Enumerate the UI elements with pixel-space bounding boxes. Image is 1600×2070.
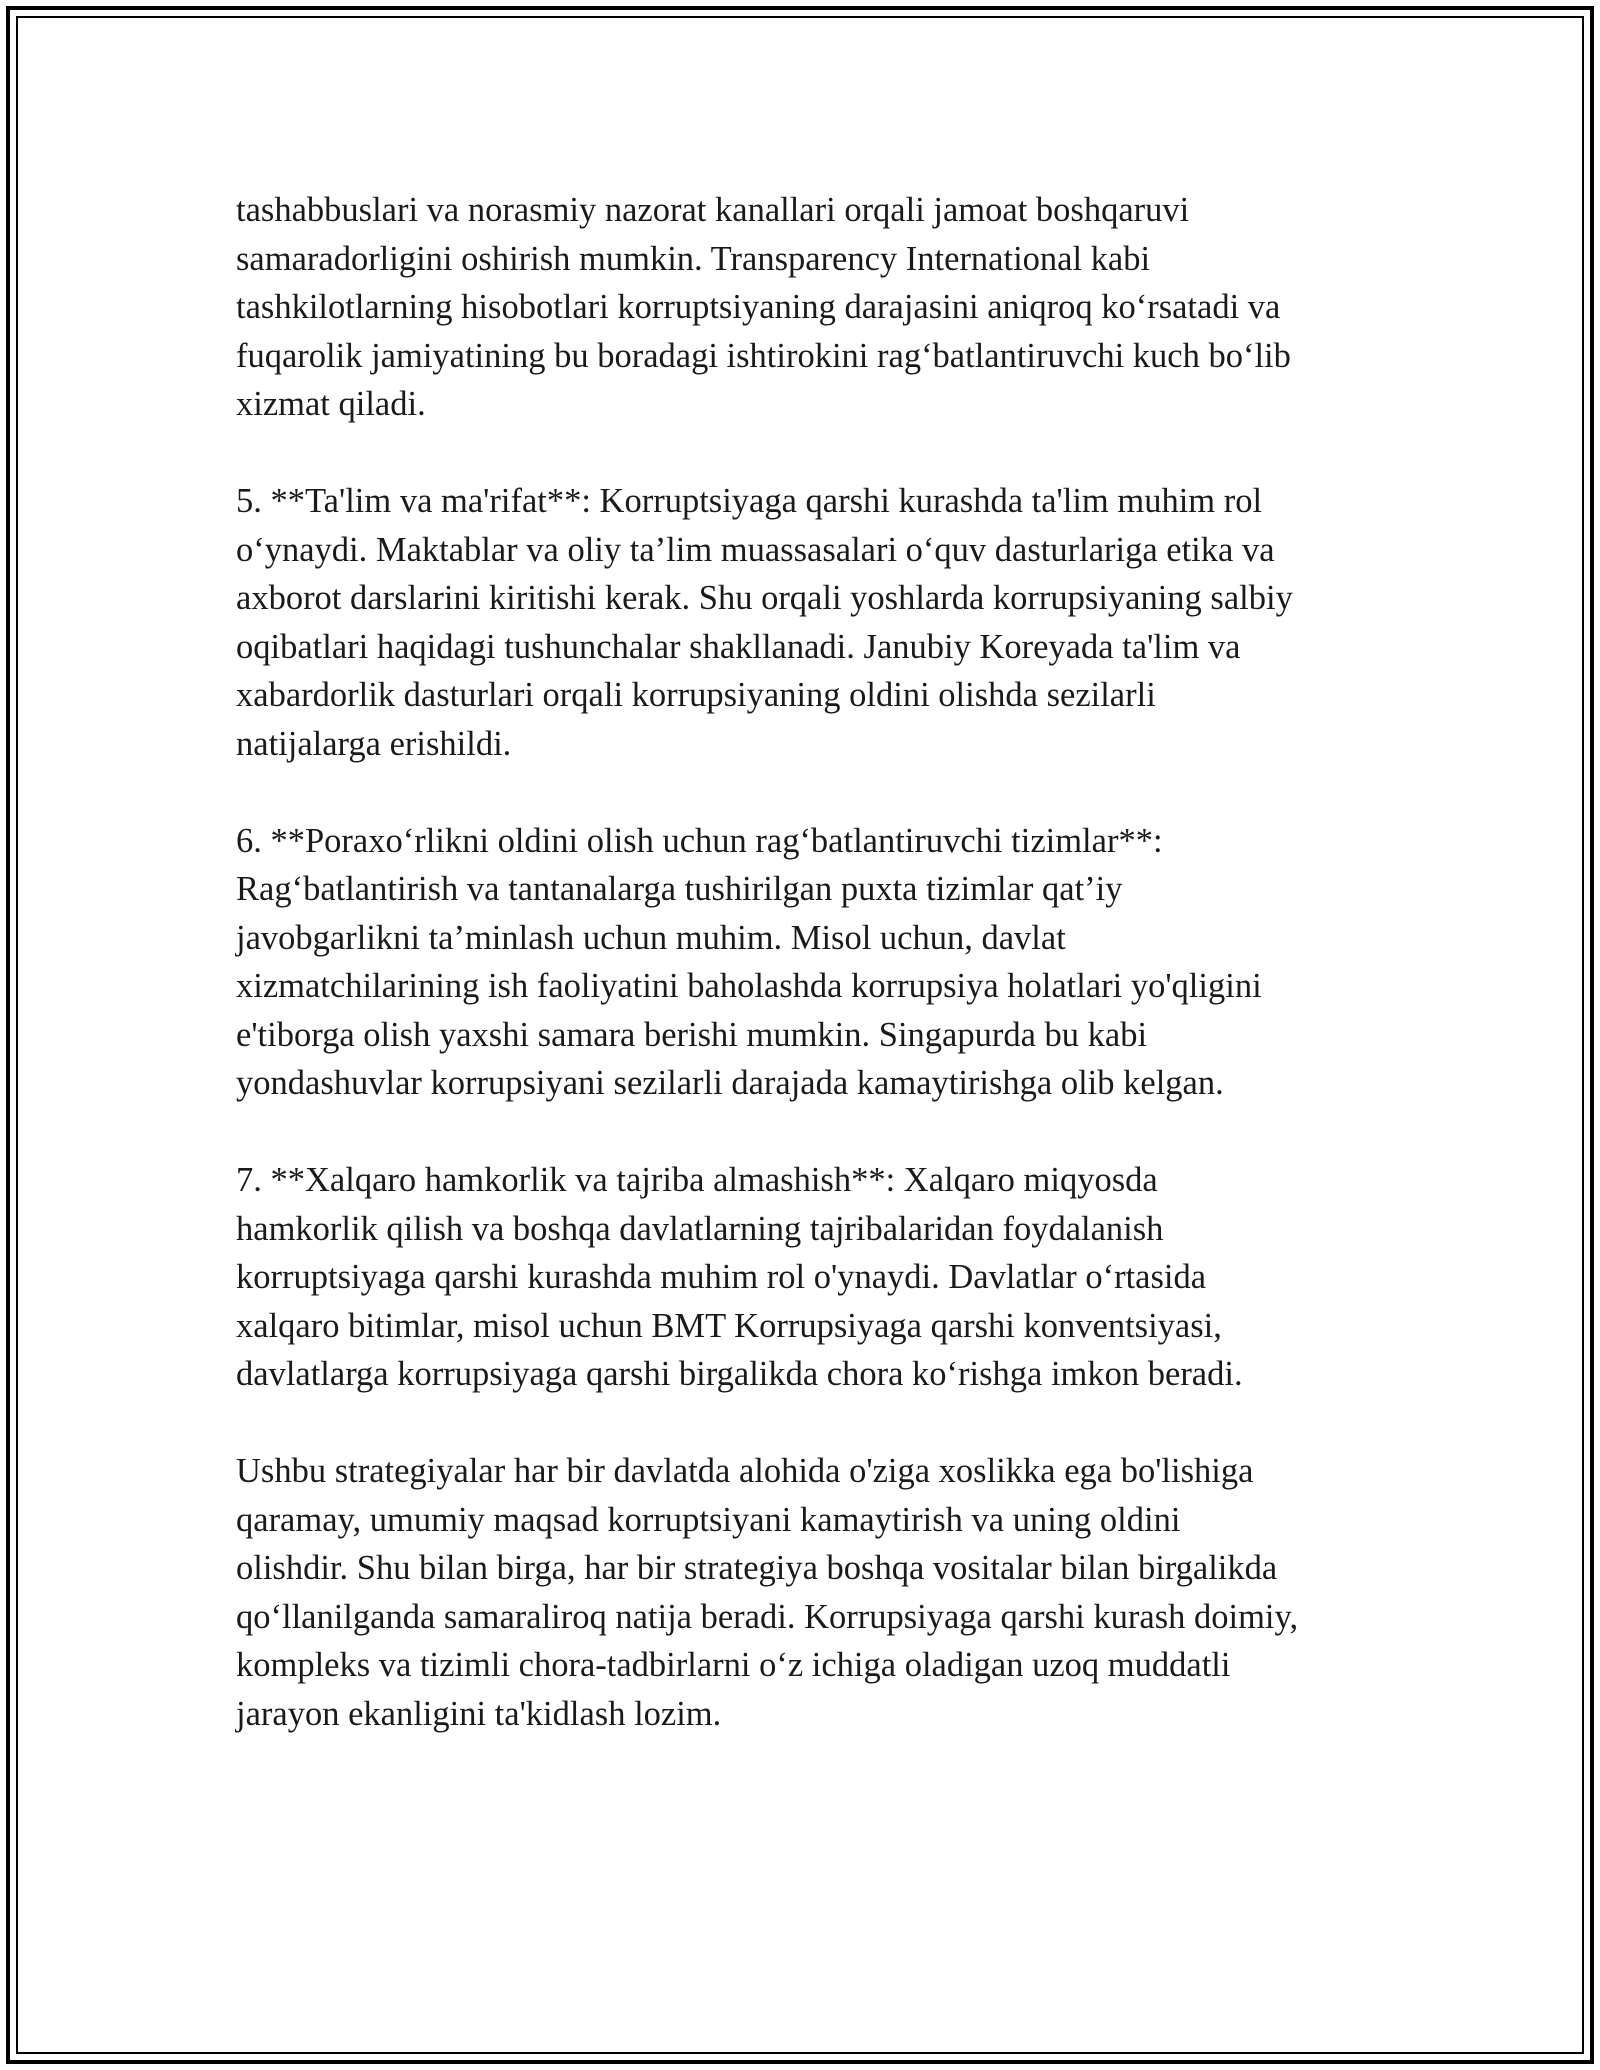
text-line: qo‘llanilganda samaraliroq natija beradi. Korrupsiyaga qarshi kurash doimiy,: [236, 1597, 1299, 1636]
text-line: yondashuvlar korrupsiyani sezilarli darajada kamaytirishga olib kelgan.: [236, 1064, 1224, 1102]
text-line: kompleks va tizimli chora-tadbirlarni o‘z ichiga oladigan uzoq muddatli: [236, 1646, 1231, 1684]
text-line: oqibatlari haqidagi tushunchalar shakllanadi. Janubiy Koreyada ta'lim va: [236, 627, 1241, 666]
document-body: [236, 186, 1386, 1787]
text-line: Ushbu strategiyalar har bir davlatda alohida o'ziga xoslikka ega bo'lishiga: [236, 1452, 1254, 1490]
paragraph-item-5: [236, 477, 1386, 768]
text-line: qaramay, umumiy maqsad korruptsiyani kamaytirish va uning oldini: [236, 1500, 1181, 1539]
text-line: xizmatchilarining ish faoliyatini baholashda korrupsiya holatlari yo'qligini: [236, 967, 1262, 1005]
text-line: tashkilotlarning hisobotlari korruptsiyaning darajasini aniqroq ko‘rsatadi va: [236, 288, 1281, 326]
text-line: e'tiborga olish yaxshi samara berishi mumkin. Singapurda bu kabi: [236, 1015, 1148, 1054]
paragraph-conclusion: [236, 1447, 1386, 1738]
text-line: davlatlarga korrupsiyaga qarshi birgalikda chora ko‘rishga imkon beradi.: [236, 1355, 1243, 1393]
text-line: samaradorligini oshirish mumkin. Transparency International kabi: [236, 239, 1151, 278]
text-line: xabardorlik dasturlari orqali korrupsiyaning oldini olishda sezilarli: [236, 676, 1156, 714]
text-line: 6. **Poraxo‘rlikni oldini olish uchun rag‘batlantiruvchi tizimlar**:: [236, 821, 1163, 860]
text-line: 5. **Ta'lim va ma'rifat**: Korruptsiyaga qarshi kurashda ta'lim muhim rol: [236, 482, 1263, 520]
text-line: tashabbuslari va norasmiy nazorat kanallari orqali jamoat boshqaruvi: [236, 191, 1190, 229]
text-line: olishdir. Shu bilan birga, har bir strategiya boshqa vositalar bilan birgalikda: [236, 1549, 1278, 1587]
text-line: fuqarolik jamiyatining bu boradagi ishtirokini rag‘batlantiruvchi kuch bo‘lib: [236, 336, 1291, 375]
text-line: o‘ynaydi. Maktablar va oliy ta’lim muassasalari o‘quv dasturlariga etika va: [236, 530, 1275, 569]
text-line: jarayon ekanligini ta'kidlash lozim.: [236, 1694, 722, 1733]
paragraph-item-7: [236, 1156, 1386, 1399]
text-line: xalqaro bitimlar, misol uchun BMT Korrupsiyaga qarshi konventsiyasi,: [236, 1306, 1222, 1345]
text-line: javobgarlikni ta’minlash uchun muhim. Misol uchun, davlat: [236, 918, 1066, 957]
paragraph-item-6: [236, 817, 1386, 1108]
text-line: korruptsiyaga qarshi kurashda muhim rol o'ynaydi. Davlatlar o‘rtasida: [236, 1258, 1207, 1296]
text-line: 7. **Xalqaro hamkorlik va tajriba almashish**: Xalqaro miqyosda: [236, 1161, 1158, 1199]
text-line: hamkorlik qilish va boshqa davlatlarning tajribalaridan foydalanish: [236, 1209, 1164, 1248]
text-line: axborot darslarini kiritishi kerak. Shu orqali yoshlarda korrupsiyaning salbiy: [236, 579, 1293, 617]
paragraph-intro-continuation: [236, 186, 1386, 429]
text-line: Rag‘batlantirish va tantanalarga tushirilgan puxta tizimlar qat’iy: [236, 870, 1123, 908]
text-line: natijalarga erishildi.: [236, 724, 512, 763]
text-line: xizmat qiladi.: [236, 385, 426, 423]
